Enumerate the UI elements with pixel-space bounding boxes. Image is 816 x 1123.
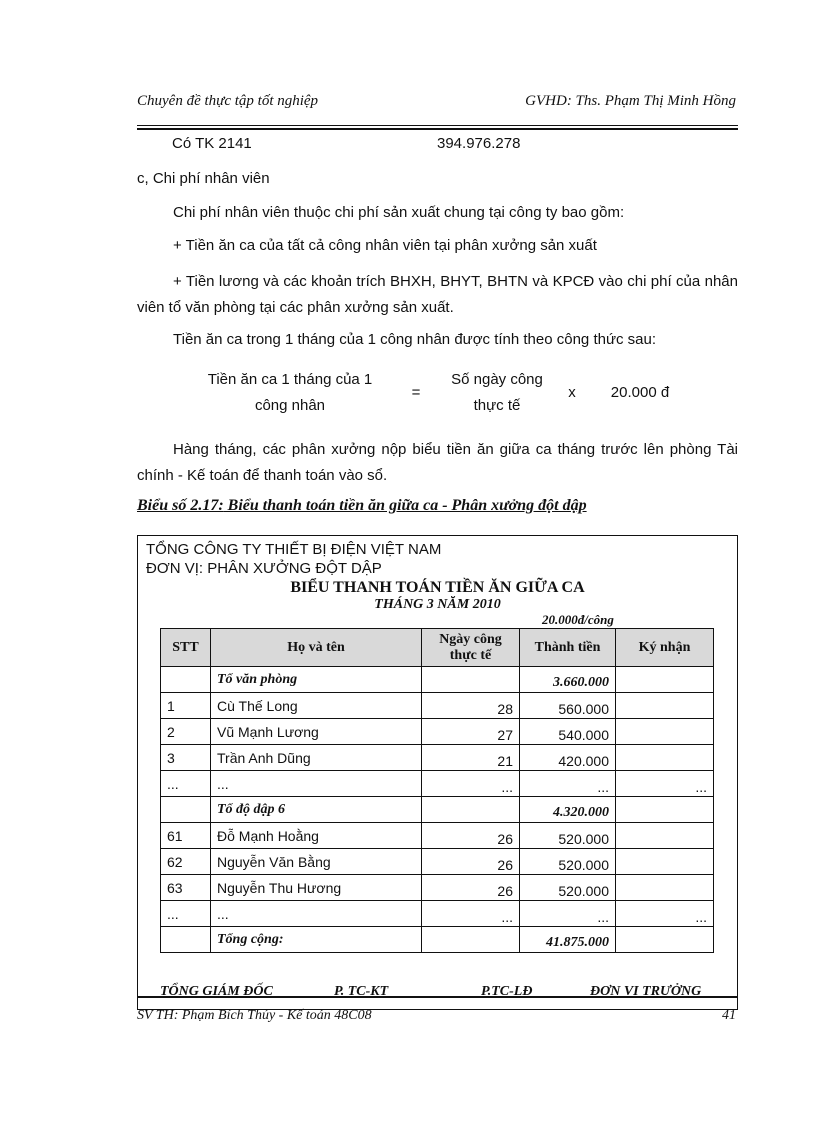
cell-sign: ... [616, 901, 714, 927]
cell-stt: 2 [161, 719, 211, 745]
col-header-sign: Ký nhận [616, 629, 714, 667]
header-rule-bottom [137, 128, 738, 130]
cell-amount: 520.000 [520, 875, 616, 901]
cell-name: Đỗ Mạnh Hoằng [211, 823, 422, 849]
cell-days: 26 [422, 875, 520, 901]
signature-ceo: TỔNG GIÁM ĐỐC [160, 984, 273, 999]
running-header-left: Chuyên đề thực tập tốt nghiệp [137, 93, 319, 109]
form-period: THÁNG 3 NĂM 2010 [374, 597, 501, 612]
cell-stt: 1 [161, 693, 211, 719]
cell-days: ... [422, 901, 520, 927]
signature-hr: P.TC-LĐ [481, 984, 533, 999]
cell-amount: 420.000 [520, 745, 616, 771]
formula-rhs-line1: Số ngày công [451, 371, 543, 388]
table-row [161, 745, 714, 771]
cell-name: ... [211, 901, 422, 927]
formula-equals: = [411, 384, 421, 401]
table-row [161, 901, 714, 927]
col-header-days: Ngày công thực tế [422, 629, 520, 667]
cell-stt: 3 [161, 745, 211, 771]
cell-name: Cù Thế Long [211, 693, 422, 719]
cell-amount: 41.875.000 [520, 927, 616, 953]
cell-name: Nguyễn Văn Bằng [211, 849, 422, 875]
form-title: BIỂU THANH TOÁN TIỀN ĂN GIỮA CA [290, 579, 585, 596]
section-title: c, Chi phí nhân viên [137, 170, 270, 187]
cell-days: 26 [422, 823, 520, 849]
cell-stt: 63 [161, 875, 211, 901]
table-row [161, 771, 714, 797]
cell-sign [616, 667, 714, 693]
cell-sign: ... [616, 771, 714, 797]
running-header-right: GVHD: Ths. Phạm Thị Minh Hồng [525, 93, 736, 109]
cell-days: 27 [422, 719, 520, 745]
col-header-amount: Thành tiền [520, 629, 616, 667]
cell-stt [161, 927, 211, 953]
paragraph-after-formula: Hàng tháng, các phân xưởng nộp biểu tiền ăn giữa ca tháng trước lên phòng Tài chính - Kế toán để thanh toán vào sổ. [137, 441, 738, 484]
cell-days [422, 927, 520, 953]
cell-sign [616, 693, 714, 719]
table-row [161, 719, 714, 745]
cell-amount: 540.000 [520, 719, 616, 745]
cell-name: Trần Anh Dũng [211, 745, 422, 771]
cell-stt: 62 [161, 849, 211, 875]
cell-name: Nguyễn Thu Hương [211, 875, 422, 901]
table-row [161, 693, 714, 719]
cell-amount: 3.660.000 [520, 667, 616, 693]
caption-label: Biểu số 2.17: [137, 497, 224, 514]
cell-days: ... [422, 771, 520, 797]
formula-lhs-line2: công nhân [254, 397, 326, 414]
payment-table [160, 628, 714, 953]
cell-sign [616, 745, 714, 771]
cell-stt: ... [161, 901, 211, 927]
table-body [161, 667, 714, 953]
group-row [161, 667, 714, 693]
cell-sign [616, 849, 714, 875]
table-row [161, 823, 714, 849]
cell-days: 21 [422, 745, 520, 771]
cell-name: Tổng cộng: [211, 927, 422, 953]
cell-days [422, 797, 520, 823]
paragraph-1: Chi phí nhân viên thuộc chi phí sản xuất chung tại công ty bao gồm: [173, 204, 625, 221]
formula-lhs-line1: Tiền ăn ca 1 tháng của 1 [207, 371, 373, 388]
cell-stt: ... [161, 771, 211, 797]
cell-name: ... [211, 771, 422, 797]
cell-sign [616, 823, 714, 849]
cell-name: Vũ Mạnh Lương [211, 719, 422, 745]
table-row [161, 849, 714, 875]
total-row [161, 927, 714, 953]
cell-sign [616, 927, 714, 953]
cell-amount: ... [520, 771, 616, 797]
cell-days: 28 [422, 693, 520, 719]
cell-amount: ... [520, 901, 616, 927]
col-header-name: Họ và tên [211, 629, 422, 667]
formula-rate: 20.000 đ [610, 384, 670, 401]
cell-amount: 4.320.000 [520, 797, 616, 823]
formula-rhs-line2: thực tế [473, 397, 521, 414]
footer-author: SV TH: Phạm Bích Thủy - Kế toán 48C08 [137, 1008, 372, 1023]
footer-page-number: 41 [722, 1008, 736, 1023]
rate-note: 20.000đ/công [542, 612, 614, 627]
cell-amount: 520.000 [520, 849, 616, 875]
table-header-row [161, 629, 714, 667]
signature-finance-accounting: P. TC-KT [334, 984, 389, 999]
entry-account: Có TK 2141 [172, 135, 252, 152]
cell-sign [616, 719, 714, 745]
cell-amount: 560.000 [520, 693, 616, 719]
cell-name: Tổ văn phòng [211, 667, 422, 693]
paragraph-2: + Tiền ăn ca của tất cả công nhân viên tại phân xưởng sản xuất [173, 237, 597, 254]
paragraph-3: + Tiền lương và các khoản trích BHXH, BHYT, BHTN và KPCĐ vào chi phí của nhân viên tổ văn phòng tại các phân xưởng sản xuất. [137, 273, 738, 316]
caption-text: Biểu thanh toán tiền ăn giữa ca - Phân xưởng đột dập [223, 497, 587, 514]
header-rule-top [137, 125, 738, 126]
formula-times: x [568, 384, 576, 401]
cell-name: Tổ độ dập 6 [211, 797, 422, 823]
cell-stt [161, 797, 211, 823]
cell-stt: 61 [161, 823, 211, 849]
cell-days: 26 [422, 849, 520, 875]
cell-stt [161, 667, 211, 693]
table-caption [137, 497, 587, 515]
footer-rule [137, 996, 738, 998]
cell-amount: 520.000 [520, 823, 616, 849]
col-header-stt: STT [161, 629, 211, 667]
group-row [161, 797, 714, 823]
cell-sign [616, 797, 714, 823]
company-name: TỔNG CÔNG TY THIẾT BỊ ĐIỆN VIỆT NAM [146, 541, 442, 558]
entry-amount: 394.976.278 [437, 135, 521, 152]
cell-sign [616, 875, 714, 901]
table-row [161, 875, 714, 901]
paragraph-4: Tiền ăn ca trong 1 tháng của 1 công nhân được tính theo công thức sau: [173, 331, 657, 348]
unit-name: ĐƠN VỊ: PHÂN XƯỞNG ĐỘT DẬP [146, 560, 382, 577]
cell-days [422, 667, 520, 693]
signature-unit-head: ĐƠN VỊ TRƯỞNG [590, 984, 702, 999]
